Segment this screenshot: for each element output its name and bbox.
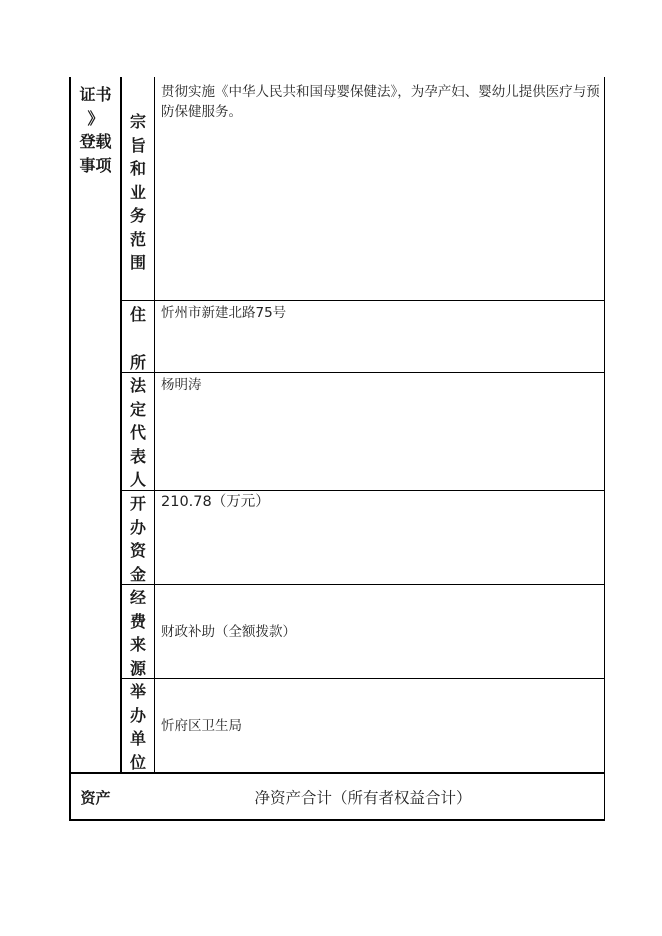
funding-value: 财政补助（全额拨款） [161,624,296,640]
legal-rep-label [122,374,154,492]
label-char: 位 [129,752,146,772]
label-char: 代 [129,423,146,442]
label-char: 务 [129,206,146,225]
row-separator [121,300,605,301]
label-char: 围 [129,253,146,272]
label-char: 经 [129,588,146,607]
assets-value: 净资产合计（所有者权益合计） [254,789,472,807]
label-char: 单 [129,729,146,748]
address-value: 忻州市新建北路75号 [161,305,287,321]
label-char: 来 [129,635,146,654]
row-separator [121,372,605,373]
label-char: 宗 [129,112,146,131]
row-separator [121,490,605,491]
section-label-line: 》 [87,108,104,128]
section-label [71,83,120,177]
capital-label [122,492,154,586]
label-char: 和 [129,159,146,178]
funding-label [122,586,154,680]
label-char: 所 [129,352,146,372]
label-char: 法 [129,376,146,395]
section-label-line: 登载 [79,132,112,151]
label-char: 开 [129,494,146,513]
label-char: 费 [129,611,146,631]
label-char: 表 [129,446,146,466]
label-char: 办 [129,705,146,725]
sponsor-value: 忻府区卫生局 [161,718,242,734]
row-separator [121,584,605,585]
label-char: 源 [129,658,146,678]
section-label-line: 事项 [79,155,112,175]
legal-rep-value: 杨明涛 [161,377,202,393]
label-char: 旨 [129,135,146,155]
table-divider [154,77,155,772]
label-char: 举 [129,682,146,701]
section-label-line: 证书 [79,85,112,104]
label-char: 住 [129,305,146,324]
label-char: 业 [129,182,146,202]
purpose-value: 贯彻实施《中华人民共和国母婴保健法》，为孕产妇、婴幼儿提供医疗与预防保健服务。 [161,84,600,120]
label-char: 金 [129,564,146,584]
sponsor-label [122,680,154,774]
address-label [122,303,154,374]
label-char: 办 [129,517,146,537]
label-char: 人 [129,470,146,489]
row-separator [121,678,605,679]
assets-label: 资产 [80,789,111,807]
label-char: 范 [129,229,146,249]
capital-value: 210.78（万元） [161,494,270,510]
label-char: 资 [129,541,146,560]
purpose-label [122,110,154,275]
label-char: 定 [129,399,146,419]
